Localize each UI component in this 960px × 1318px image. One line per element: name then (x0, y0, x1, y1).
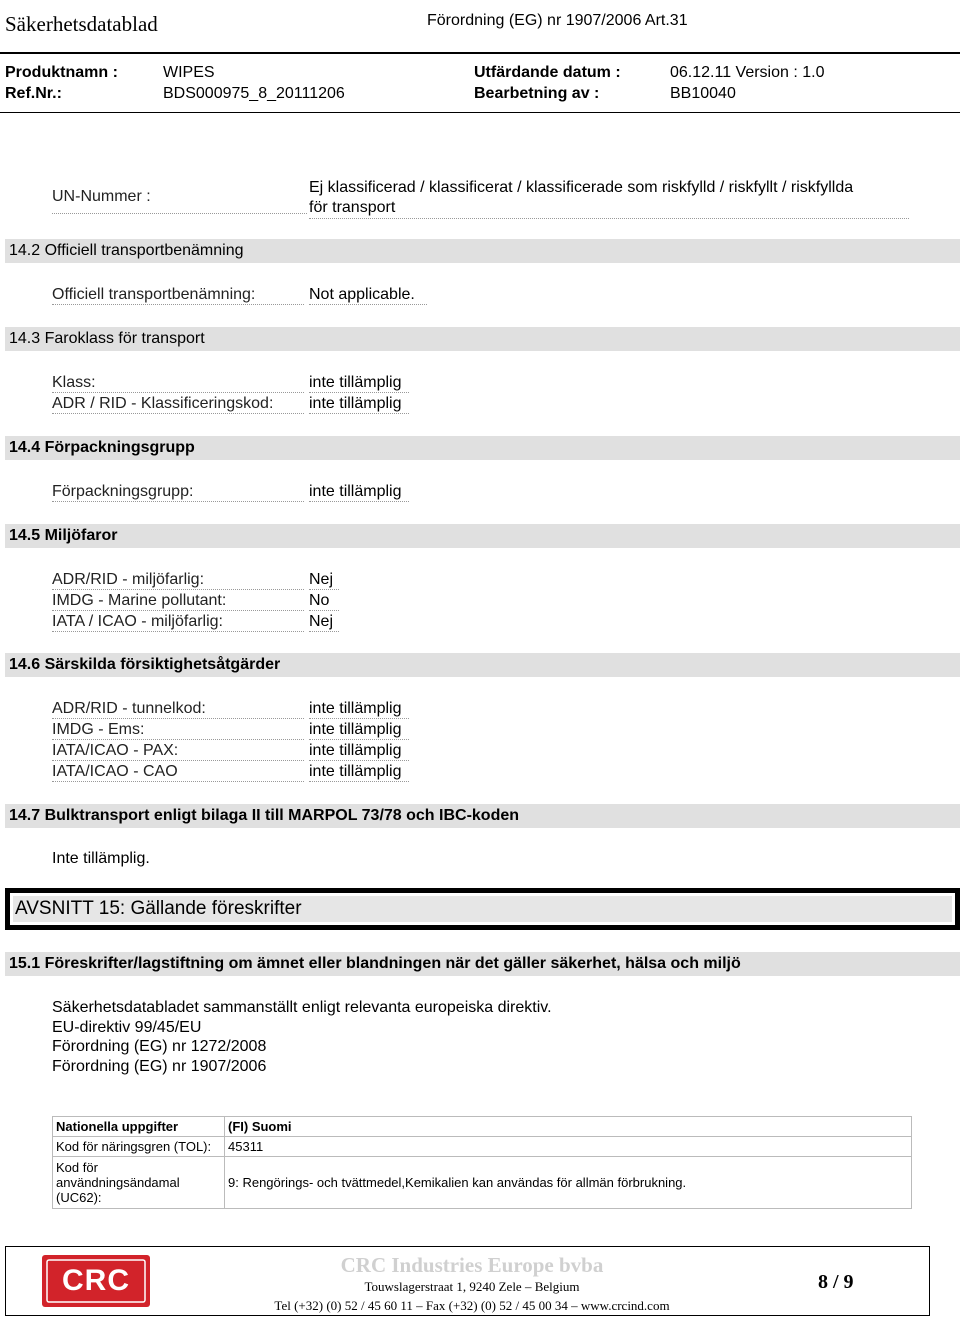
imdg-ems-label: IMDG - Ems: (52, 721, 304, 740)
national-data-table (52, 1116, 912, 1209)
un-number-label: UN-Nummer : (52, 188, 307, 214)
regulation-line: Säkerhetsdatabladet sammanställt enligt relevanta europeiska direktiv. (52, 999, 552, 1016)
un-number-value (309, 178, 909, 219)
marine-pollutant-value: No (309, 592, 339, 611)
table-row (53, 1157, 912, 1209)
section-14-7-title: 14.7 Bulktransport enligt bilaga II till MARPOL 73/78 och IBC-koden (5, 804, 960, 828)
revision-label: Bearbetning av : (474, 85, 600, 102)
national-header-left: Nationella uppgifter (53, 1117, 225, 1137)
marine-pollutant-label: IMDG - Marine pollutant: (52, 592, 304, 611)
tol-code-label: Kod för näringsgren (TOL): (53, 1137, 225, 1157)
document-title: Säkerhetsdatablad (5, 12, 158, 36)
footer-company-block (152, 1253, 792, 1314)
section-15-title: AVSNITT 15: Gällande föreskrifter (13, 896, 952, 922)
issue-date-label: Utfärdande datum : (474, 64, 621, 81)
regulation-list (52, 998, 552, 1076)
regulation-line: Förordning (EG) nr 1272/2008 (52, 1038, 267, 1055)
classification-code-value: inte tillämplig (309, 395, 409, 414)
un-number-value-line2: för transport (309, 199, 396, 216)
section-14-3-title: 14.3 Faroklass för transport (5, 327, 960, 351)
packing-group-value: inte tillämplig (309, 483, 409, 502)
uc62-code-value: 9: Rengörings- och tvättmedel,Kemikalien kan användas för allmän förbrukning. (225, 1157, 912, 1209)
regulation-line: Förordning (EG) nr 1907/2006 (52, 1057, 267, 1075)
regulation-line: EU-direktiv 99/45/EU (52, 1018, 202, 1036)
iata-cao-value: inte tillämplig (309, 763, 409, 782)
meta-divider (0, 112, 960, 113)
tunnel-code-label: ADR/RID - tunnelkod: (52, 700, 304, 719)
iata-pax-label: IATA/ICAO - PAX: (52, 742, 304, 761)
un-number-value-line1: Ej klassificerad / klassificerat / klassificerade som riskfylld / riskfyllt / riskfyllda (309, 179, 854, 196)
crc-logo (42, 1255, 150, 1307)
header-divider (0, 52, 960, 54)
tunnel-code-value: inte tillämplig (309, 700, 409, 719)
tol-code-value: 45311 (225, 1137, 912, 1157)
ref-value: BDS000975_8_20111206 (163, 85, 345, 102)
national-header-right: (FI) Suomi (225, 1117, 912, 1137)
imdg-ems-value: inte tillämplig (309, 721, 409, 740)
ref-label: Ref.Nr.: (5, 85, 62, 102)
official-name-label: Officiell transportbenämning: (52, 286, 304, 305)
issue-date-value: 06.12.11 Version : 1.0 (670, 64, 825, 81)
section-14-5-title: 14.5 Miljöfaror (5, 524, 960, 548)
table-row (53, 1137, 912, 1157)
section-14-6-title: 14.6 Särskilda försiktighetsåtgärder (5, 653, 960, 677)
company-name: CRC Industries Europe bvba (340, 1253, 604, 1277)
class-label: Klass: (52, 374, 304, 393)
env-hazard-adr-label: ADR/RID - miljöfarlig: (52, 571, 304, 590)
company-address: Touwslagerstraat 1, 9240 Zele – Belgium (364, 1279, 580, 1294)
official-name-value: Not applicable. (309, 286, 427, 305)
revision-value: BB10040 (670, 85, 736, 102)
logo-text: CRC (62, 1264, 130, 1297)
iata-pax-value: inte tillämplig (309, 742, 409, 761)
packing-group-label: Förpackningsgrupp: (52, 483, 304, 502)
section-15-header (5, 888, 960, 930)
product-value: WIPES (163, 64, 215, 81)
uc62-code-label: Kod för användningsändamal (UC62): (53, 1157, 225, 1209)
company-contact: Tel (+32) (0) 52 / 45 60 11 – Fax (+32) (0) 52 / 45 00 34 – www.crcind.com (274, 1298, 670, 1313)
section-15-1-title: 15.1 Föreskrifter/lagstiftning om ämnet eller blandningen när det gäller säkerhet, hälsa och miljö (5, 952, 960, 976)
env-hazard-adr-value: Nej (309, 571, 339, 590)
section-14-4-title: 14.4 Förpackningsgrupp (5, 436, 960, 460)
section-14-2-title: 14.2 Officiell transportbenämning (5, 239, 960, 263)
regulation-reference: Förordning (EG) nr 1907/2006 Art.31 (427, 12, 688, 29)
product-label: Produktnamn : (5, 64, 118, 81)
env-hazard-iata-value: Nej (309, 613, 339, 632)
classification-code-label: ADR / RID - Klassificeringskod: (52, 395, 304, 414)
table-row (53, 1117, 912, 1137)
class-value: inte tillämplig (309, 374, 409, 393)
page-number: 8 / 9 (818, 1271, 854, 1293)
iata-cao-label: IATA/ICAO - CAO (52, 763, 304, 782)
env-hazard-iata-label: IATA / ICAO - miljöfarlig: (52, 613, 304, 632)
footer (5, 1246, 930, 1316)
bulk-transport-text: Inte tillämplig. (52, 850, 150, 867)
